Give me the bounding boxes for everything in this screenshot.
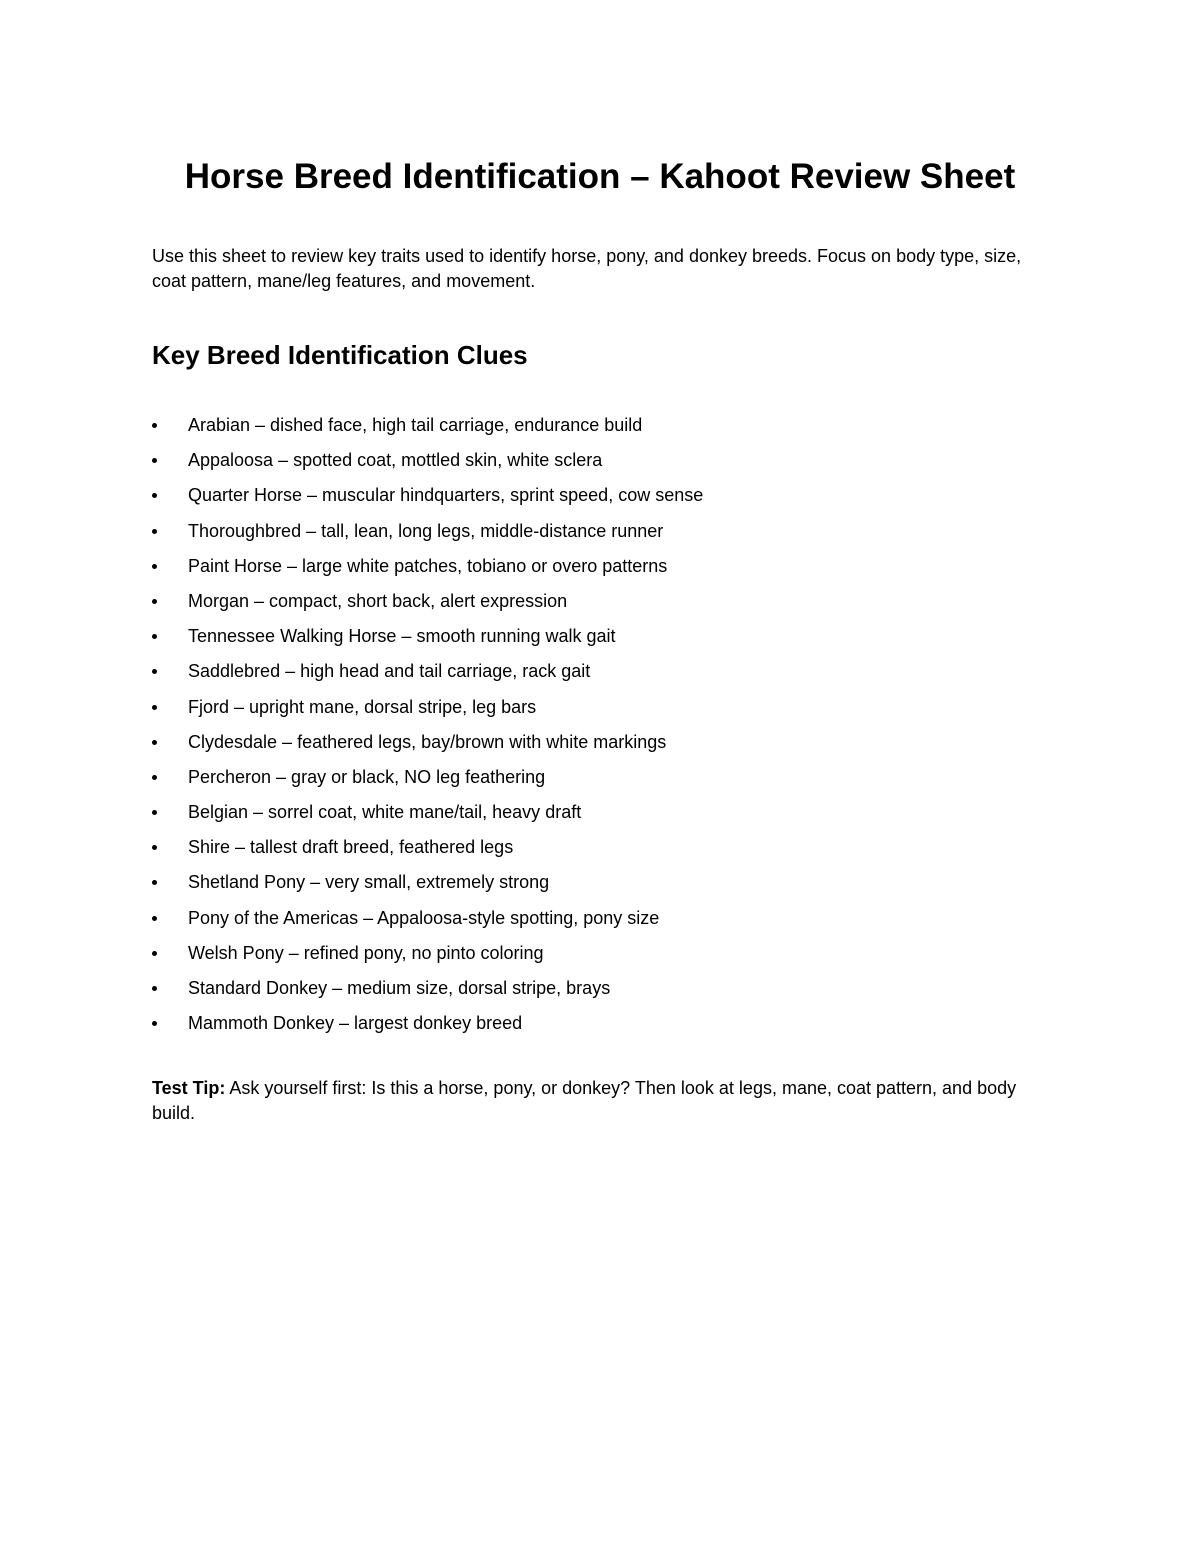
test-tip-label: Test Tip: — [152, 1078, 226, 1098]
clue-text: Tennessee Walking Horse – smooth running walk gait — [188, 626, 616, 647]
list-item — [152, 622, 1052, 657]
list-item — [152, 728, 1052, 763]
clue-text: Appaloosa – spotted coat, mottled skin, white sclera — [188, 450, 603, 471]
bullet-icon — [152, 916, 157, 921]
bullet-icon — [152, 740, 157, 745]
list-item — [152, 411, 1052, 446]
bullet-icon — [152, 634, 157, 639]
list-item — [152, 552, 1052, 587]
list-item — [152, 1009, 1052, 1044]
bullet-icon — [152, 458, 157, 463]
bullet-icon — [152, 493, 157, 498]
bullet-icon — [152, 599, 157, 604]
test-tip — [152, 1076, 1062, 1126]
list-item — [152, 798, 1052, 833]
list-item — [152, 763, 1052, 798]
bullet-icon — [152, 669, 157, 674]
clue-text: Morgan – compact, short back, alert expression — [188, 590, 568, 611]
list-item — [152, 657, 1052, 692]
bullet-icon — [152, 986, 157, 991]
list-item — [152, 517, 1052, 552]
clue-text: Mammoth Donkey – largest donkey breed — [188, 1013, 523, 1034]
bullet-icon — [152, 564, 157, 569]
list-item — [152, 974, 1052, 1009]
list-item — [152, 693, 1052, 728]
page-title: Horse Breed Identification – Kahoot Review Sheet — [184, 157, 1016, 196]
clue-text: Shetland Pony – very small, extremely strong — [188, 872, 550, 893]
bullet-icon — [152, 880, 157, 885]
list-item — [152, 833, 1052, 868]
section-heading: Key Breed Identification Clues — [152, 340, 528, 370]
clue-text: Thoroughbred – tall, lean, long legs, middle-distance runner — [188, 520, 664, 541]
bullet-icon — [152, 810, 157, 815]
bullet-icon — [152, 1021, 157, 1026]
bullet-icon — [152, 775, 157, 780]
clue-text: Shire – tallest draft breed, feathered legs — [188, 837, 514, 858]
list-item — [152, 904, 1052, 939]
bullet-icon — [152, 529, 157, 534]
clue-text: Paint Horse – large white patches, tobiano or overo patterns — [188, 555, 668, 576]
list-item — [152, 868, 1052, 903]
clue-text: Clydesdale – feathered legs, bay/brown with white markings — [188, 731, 667, 752]
clue-text: Saddlebred – high head and tail carriage, rack gait — [188, 661, 591, 682]
intro-paragraph: Use this sheet to review key traits used to identify horse, pony, and donkey breeds. Focus on body type, size, coat pattern, mane/leg features, and movement. — [152, 246, 1022, 291]
bullet-icon — [152, 845, 157, 850]
breed-clue-list — [152, 411, 1052, 1044]
clue-text: Arabian – dished face, high tail carriage, endurance build — [188, 415, 643, 435]
test-tip-text: Ask yourself first: Is this a horse, pony, or donkey? Then look at legs, mane, coat pattern, and body build. — [152, 1078, 1017, 1123]
list-item — [152, 481, 1052, 516]
clue-text: Standard Donkey – medium size, dorsal stripe, brays — [188, 978, 611, 998]
clue-text: Belgian – sorrel coat, white mane/tail, heavy draft — [188, 802, 582, 823]
clue-text: Fjord – upright mane, dorsal stripe, leg bars — [188, 696, 537, 717]
bullet-icon — [152, 705, 157, 710]
bullet-icon — [152, 951, 157, 956]
clue-text: Percheron – gray or black, NO leg feathering — [188, 766, 546, 787]
clue-text: Pony of the Americas – Appaloosa-style spotting, pony size — [188, 907, 660, 928]
list-item — [152, 446, 1052, 481]
list-item — [152, 939, 1052, 974]
clue-text: Quarter Horse – muscular hindquarters, sprint speed, cow sense — [188, 485, 704, 506]
list-item — [152, 587, 1052, 622]
clue-text: Welsh Pony – refined pony, no pinto coloring — [188, 942, 544, 963]
bullet-icon — [152, 423, 157, 428]
